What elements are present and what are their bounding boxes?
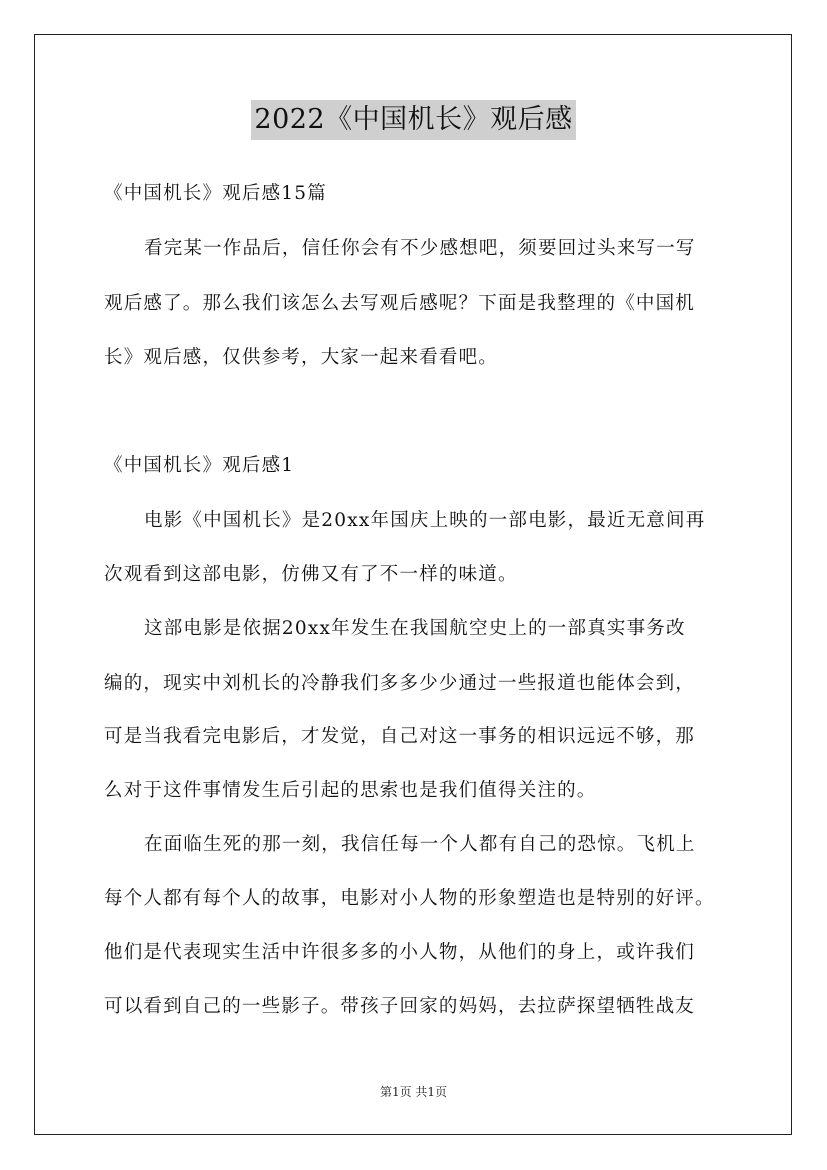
body-line: 编的，现实中刘机长的冷静我们多多少少通过一些报道也能体会到， [104, 673, 696, 694]
body-line: 在面临生死的那一刻，我信任每一个人都有自己的恐惊。飞机上 [144, 834, 696, 855]
intro-line: 长》观后感，仅供参考，大家一起来看看吧。 [104, 347, 499, 368]
body-line: 次观看到这部电影，仿佛又有了不一样的味道。 [104, 564, 518, 585]
body-line: 这部电影是依据20xx年发生在我国航空史上的一部真实事务改 [144, 618, 686, 639]
body-line: 每个人都有每个人的故事，电影对小人物的形象塑造也是特别的好评。 [104, 888, 715, 909]
intro-line: 看完某一作品后，信任你会有不少感想吧，须要回过头来写一写 [144, 238, 696, 259]
page-number-footer: 第1页 共1页 [379, 1085, 448, 1099]
body-line: 电影《中国机长》是20xx年国庆上映的一部电影，最近无意间再 [144, 510, 706, 531]
body-line: 他们是代表现实生活中许很多多的小人物，从他们的身上，或许我们 [104, 942, 696, 963]
intro-line: 观后感了。那么我们该怎么去写观后感呢？下面是我整理的《中国机 [104, 293, 696, 314]
section-heading: 《中国机长》观后感1 [104, 455, 295, 476]
document-subtitle: 《中国机长》观后感15篇 [104, 183, 327, 204]
body-line: 可是当我看完电影后，才发觉，自己对这一事务的相识远远不够，那 [104, 726, 696, 747]
body-line: 可以看到自己的一些影子。带孩子回家的妈妈，去拉萨探望牺牲战友 [104, 996, 696, 1017]
title-container [0, 100, 827, 140]
document-title: 2022《中国机长》观后感 [251, 100, 575, 140]
body-line: 么对于这件事情发生后引起的思索也是我们值得关注的。 [104, 780, 597, 801]
